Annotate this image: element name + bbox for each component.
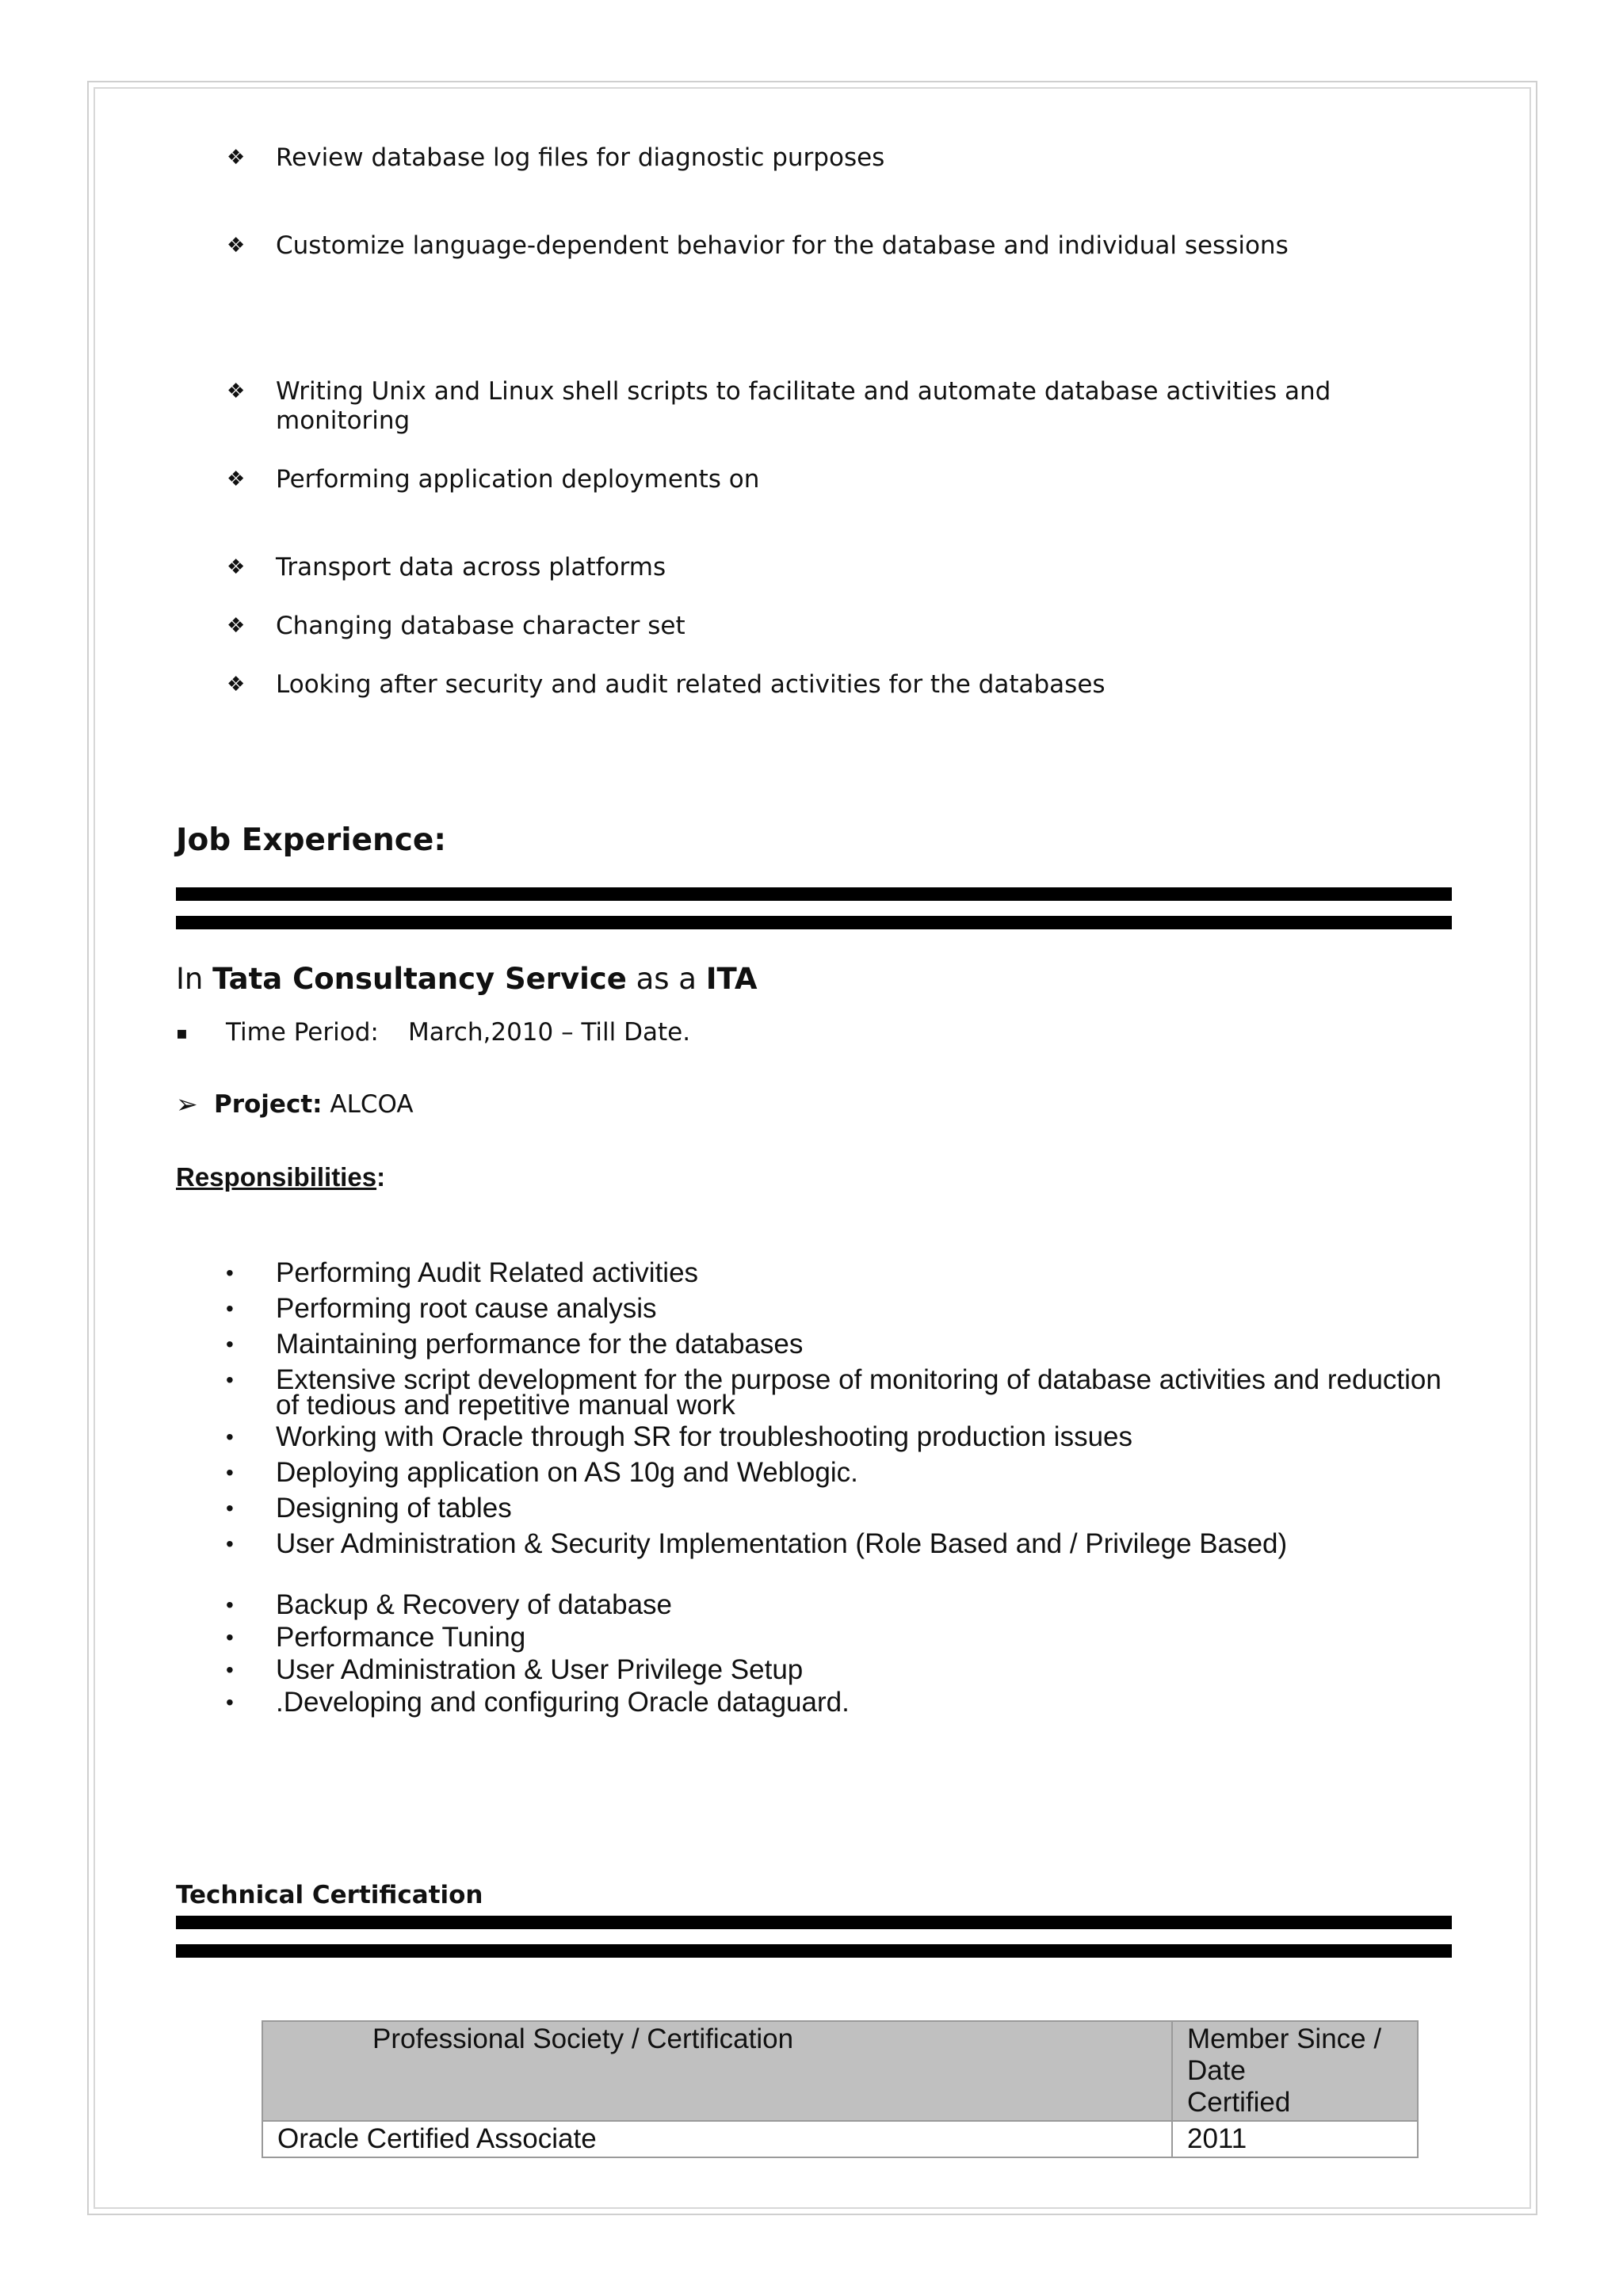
responsibility-item: Deploying application on AS 10g and Weblogic.	[276, 1457, 858, 1488]
bullet-dot-icon: •	[226, 1657, 234, 1682]
employer-name: Tata Consultancy Service	[212, 962, 627, 996]
bullet-dot-icon: •	[226, 1261, 234, 1285]
duty-item: Looking after security and audit related activities for the databases	[276, 670, 1106, 699]
responsibility-item: Working with Oracle through SR for troubleshooting production issues	[276, 1421, 1133, 1452]
duty-item: Review database log files for diagnostic purposes	[276, 143, 885, 172]
duty-item: Changing database character set	[276, 612, 685, 640]
diamond-bullet-icon: ❖	[227, 146, 246, 170]
diamond-bullet-icon: ❖	[227, 467, 246, 491]
bullet-dot-icon: •	[226, 1531, 234, 1556]
time-period-label: Time Period:	[226, 1018, 379, 1047]
column-header-date-line2: Certified	[1187, 2087, 1291, 2118]
responsibility-item: User Administration & Security Implementation (Role Based and / Privilege Based)	[276, 1528, 1288, 1559]
bullet-dot-icon: •	[226, 1296, 234, 1321]
responsibility-item-continuation: of tedious and repetitive manual work	[276, 1390, 735, 1421]
project-label: Project:	[214, 1090, 323, 1119]
responsibilities-colon: :	[376, 1162, 386, 1192]
job-experience-heading: Job Experience:	[176, 822, 446, 858]
responsibility-item: Backup & Recovery of database	[276, 1589, 673, 1620]
duty-item-continuation: monitoring	[276, 406, 411, 435]
duty-item: Performing application deployments on	[276, 465, 760, 494]
bullet-dot-icon: •	[226, 1367, 234, 1392]
bullet-dot-icon: •	[226, 1625, 234, 1650]
diamond-bullet-icon: ❖	[227, 673, 246, 696]
bullet-dot-icon: •	[226, 1592, 234, 1617]
column-header-date-line1: Member Since / Date	[1187, 2023, 1382, 2086]
duty-item: Customize language-dependent behavior for the database and individual sessions	[276, 231, 1289, 260]
employer-line	[176, 962, 758, 997]
responsibility-item: Performance Tuning	[276, 1622, 526, 1653]
bullet-dot-icon: •	[226, 1332, 234, 1356]
column-header-certification: Professional Society / Certification	[262, 2021, 1172, 2121]
responsibility-item: Performing Audit Related activities	[276, 1257, 699, 1288]
project-line	[214, 1090, 414, 1119]
responsibility-item: .Developing and configuring Oracle dataguard.	[276, 1687, 850, 1718]
table-row	[262, 2121, 1418, 2157]
certification-table	[262, 2020, 1419, 2158]
bullet-dot-icon: •	[226, 1496, 234, 1520]
duty-item: Writing Unix and Linux shell scripts to facilitate and automate database activities and	[276, 377, 1331, 406]
section-divider	[176, 916, 1452, 929]
responsibility-item: Extensive script development for the purpose of monitoring of database activities and reduction	[276, 1364, 1442, 1395]
section-divider	[176, 887, 1452, 901]
time-period-value: March,2010 – Till Date.	[408, 1018, 691, 1047]
responsibilities-heading-text: Responsibilities	[176, 1162, 377, 1192]
employer-mid: as a	[636, 962, 697, 996]
diamond-bullet-icon: ❖	[227, 234, 246, 257]
section-divider	[176, 1916, 1452, 1929]
project-value: ALCOA	[330, 1090, 414, 1119]
responsibility-item: Designing of tables	[276, 1493, 512, 1524]
bullet-dot-icon: •	[226, 1460, 234, 1485]
certification-name-cell: Oracle Certified Associate	[262, 2121, 1172, 2157]
bullet-dot-icon: •	[226, 1425, 234, 1449]
arrow-bullet-icon: ➢	[176, 1089, 198, 1119]
table-header-row	[262, 2021, 1418, 2121]
column-header-date	[1172, 2021, 1418, 2121]
responsibility-item: User Administration & User Privilege Setup	[276, 1654, 804, 1685]
technical-certification-heading: Technical Certification	[176, 1881, 483, 1909]
diamond-bullet-icon: ❖	[227, 555, 246, 579]
certification-year-cell: 2011	[1172, 2121, 1418, 2157]
responsibility-item: Maintaining performance for the databases	[276, 1329, 804, 1360]
job-role: ITA	[705, 962, 758, 996]
responsibilities-heading	[176, 1162, 385, 1192]
square-bullet-icon: ▪	[176, 1024, 188, 1043]
duty-item: Transport data across platforms	[276, 553, 666, 582]
section-divider	[176, 1944, 1452, 1958]
bullet-dot-icon: •	[226, 1690, 234, 1714]
diamond-bullet-icon: ❖	[227, 614, 246, 638]
responsibility-item: Performing root cause analysis	[276, 1293, 657, 1324]
diamond-bullet-icon: ❖	[227, 379, 246, 403]
employer-prefix: In	[176, 962, 204, 996]
